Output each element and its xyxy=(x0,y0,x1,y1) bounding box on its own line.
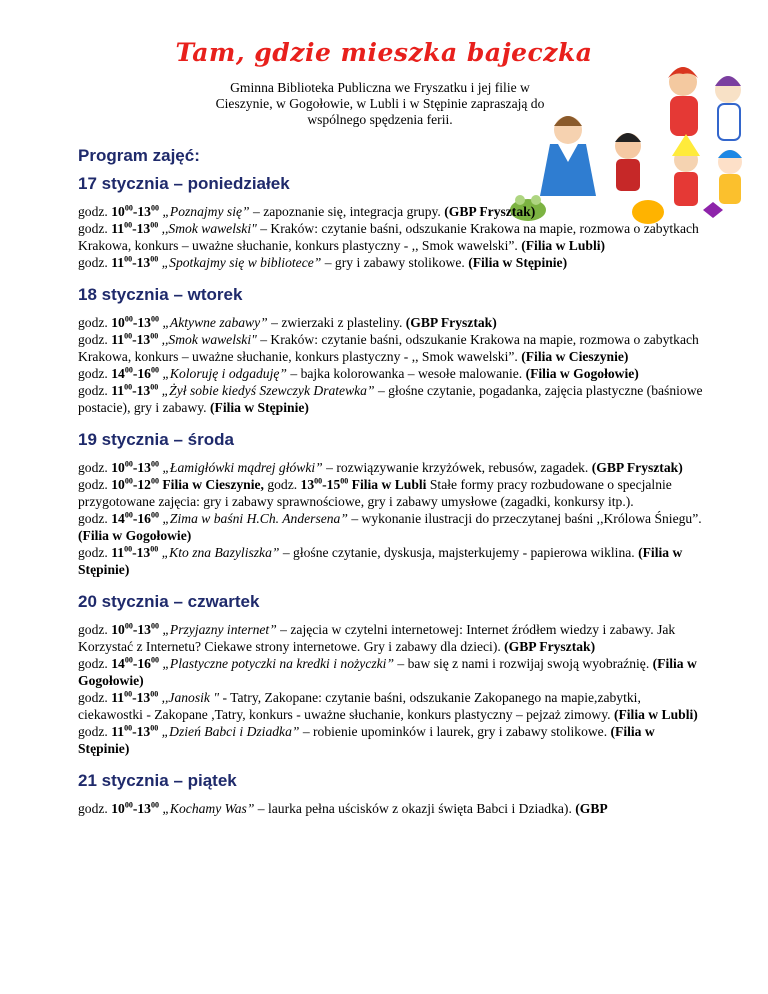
hour-end: 13 xyxy=(136,221,151,236)
minute-end: 00 xyxy=(150,723,159,733)
entry-prefix: godz. xyxy=(78,801,112,816)
activity-name: „Kto zna Bazyliszka” xyxy=(161,545,280,560)
activity-description: – głośne czytanie, dyskusja, majsterkujemy - papierowa wiklina. xyxy=(279,545,639,560)
time-dash: - xyxy=(132,690,137,705)
day-heading: 17 stycznia – poniedziałek xyxy=(78,174,290,193)
hour-end: 13 xyxy=(136,255,151,270)
minute-start: 00 xyxy=(314,476,323,486)
activity-description: – wykonanie ilustracji do przeczytanej baśni ,,Królowa Śniegu”. xyxy=(347,511,702,526)
minute-end: 00 xyxy=(150,510,159,520)
hour-end: 13 xyxy=(136,383,151,398)
hour-end: 16 xyxy=(137,366,151,381)
activity-name: „Łamigłówki mądrej główki” xyxy=(162,460,323,475)
time-dash: - xyxy=(132,332,137,347)
day-section xyxy=(78,591,703,757)
activity-description: – zajęcia w czytelni internetowej: Internet źródłem wiedzy i zabawy. Jak Korzystać z Internetu? Ciekawe strony internetowe. Gry i zabawy dla dzieci). xyxy=(78,622,676,654)
minute-end: 00 xyxy=(150,655,159,665)
minute-end: 00 xyxy=(150,544,159,554)
hour-end: 13 xyxy=(136,332,151,347)
activity-name: „Koloruję i odgaduję” xyxy=(162,366,287,381)
entry-prefix: godz. xyxy=(78,477,112,492)
activity-name: ,,Janosik " xyxy=(161,690,220,705)
page-title: Tam, gdzie mieszka bajeczka xyxy=(175,38,593,67)
activity-name: „Spotkajmy się w bibliotece” xyxy=(161,255,322,270)
schedule-entry xyxy=(78,220,703,254)
minute-end: 00 xyxy=(150,331,159,341)
minute-start: 00 xyxy=(124,314,133,324)
minute-start: 00 xyxy=(124,254,133,264)
location: (GBP xyxy=(575,801,608,816)
location: (Filia w Stępinie) xyxy=(78,724,655,756)
program-content xyxy=(78,145,703,830)
hour-start: 10 xyxy=(111,622,125,637)
hour-start: 10 xyxy=(111,460,125,475)
hour-start: 11 xyxy=(111,221,125,236)
entry-prefix: godz. xyxy=(78,332,112,347)
schedule-entry xyxy=(78,382,703,416)
activity-name: „Przyjazny internet” xyxy=(162,622,277,637)
activity-name: „Poznajmy się” xyxy=(162,204,250,219)
activity-description: - Tatry, Zakopane: czytanie baśni, odszukanie Zakopanego na mapie,zabytki, ciekawostki - Zakopane ,Tatry, konkurs - uważne słuchanie, konkurs plastyczny – pejzaż zimowy. xyxy=(78,690,641,722)
location: (GBP Frysztak) xyxy=(591,460,683,475)
entry-prefix: godz. xyxy=(78,622,112,637)
location: (GBP Frysztak) xyxy=(504,639,596,654)
minute-end: 00 xyxy=(340,476,349,486)
location: (Filia w Stępinie) xyxy=(209,400,309,415)
hour-start: 14 xyxy=(111,511,125,526)
location: (GBP Frysztak) xyxy=(405,315,497,330)
entry-prefix: godz. xyxy=(78,383,112,398)
minute-end: 00 xyxy=(150,254,159,264)
hour-end: 13 xyxy=(137,315,151,330)
hour-start: 11 xyxy=(111,690,125,705)
hour-start: 14 xyxy=(111,656,125,671)
character-dress-icon xyxy=(670,96,698,136)
hour-start: 10 xyxy=(111,204,125,219)
time-dash: - xyxy=(132,801,138,816)
location: (Filia w Cieszynie) xyxy=(521,349,629,364)
activity-description: – gry i zabawy stolikowe. xyxy=(321,255,469,270)
activity-description: – bajka kolorowanka – wesołe malowanie. xyxy=(286,366,526,381)
day-section xyxy=(78,284,703,416)
minute-end: 00 xyxy=(150,203,159,213)
hour-end: 13 xyxy=(136,724,151,739)
minute-end: 00 xyxy=(150,621,159,631)
schedule-entry xyxy=(78,203,703,220)
minute-start: 00 xyxy=(124,544,133,554)
hour-end: 12 xyxy=(137,477,151,492)
entry-prefix: godz. xyxy=(78,204,112,219)
activity-description: – laurka pełna uścisków z okazji święta Babci i Dziadka). xyxy=(254,801,576,816)
entry-prefix: godz. xyxy=(78,366,112,381)
minute-start: 00 xyxy=(124,655,133,665)
activity-name: ,,Smok wawelski" xyxy=(161,332,257,347)
minute-start: 00 xyxy=(124,800,133,810)
time-dash: - xyxy=(132,221,137,236)
schedule-entry xyxy=(78,476,703,510)
activity-description: – baw się z nami i rozwijaj swoją wyobraźnię. xyxy=(394,656,653,671)
schedule-entry xyxy=(78,689,703,723)
location: (Filia w Gogołowie) xyxy=(78,656,697,688)
entry-prefix: godz. xyxy=(78,221,112,236)
hour-end: 13 xyxy=(137,204,151,219)
hour-end: 16 xyxy=(137,656,151,671)
activity-description: Stałe formy pracy rozbudowane o specjalnie przygotowane zajęcia: gry i zabawy sprawnościowe, gry i zabawy umysłowe (zagadki, konkursy itp.). xyxy=(78,477,672,509)
hour-start: 10 xyxy=(111,801,125,816)
location: (Filia w Lubli) xyxy=(613,707,698,722)
entry-prefix: godz. xyxy=(78,315,112,330)
entry-prefix: godz. xyxy=(78,724,112,739)
time-dash: - xyxy=(132,656,138,671)
schedule-entry xyxy=(78,314,703,331)
time-dash: - xyxy=(132,204,138,219)
minute-end: 00 xyxy=(150,314,159,324)
minute-end: 00 xyxy=(150,476,159,486)
minute-start: 00 xyxy=(124,476,133,486)
time-dash: - xyxy=(132,383,137,398)
hour-end: 16 xyxy=(137,511,151,526)
time-dash: - xyxy=(132,477,138,492)
minute-end: 00 xyxy=(150,800,159,810)
activity-description: – Kraków: czytanie baśni, odszukanie Krakowa na mapie, rozmowa o zabytkach Krakowa, konkurs – uważne słuchanie, konkurs plastyczny - ,, Smok wawelski”. xyxy=(78,332,699,364)
hour-end: 13 xyxy=(137,460,151,475)
entry-prefix: godz. xyxy=(78,545,112,560)
activity-name: „Kochamy Was” xyxy=(162,801,255,816)
hour-end: 13 xyxy=(137,801,151,816)
minute-start: 00 xyxy=(124,723,133,733)
hour-end: 15 xyxy=(326,477,341,492)
day-heading: 19 stycznia – środa xyxy=(78,430,234,449)
schedule-entry xyxy=(78,365,703,382)
entry-prefix: godz. xyxy=(78,511,112,526)
activity-description: – zwierzaki z plasteliny. xyxy=(267,315,406,330)
activity-description: – robienie upominków i laurek, gry i zabawy stolikowe. xyxy=(299,724,611,739)
minute-start: 00 xyxy=(124,510,133,520)
location: Filia w Cieszynie, xyxy=(162,477,264,492)
schedule-entry xyxy=(78,331,703,365)
day-heading: 20 stycznia – czwartek xyxy=(78,592,260,611)
program-heading: Program zajęć: xyxy=(78,146,200,165)
activity-name: „Plastyczne potyczki na kredki i nożyczki” xyxy=(162,656,395,671)
time-dash: - xyxy=(132,366,138,381)
location: (Filia w Stępinie) xyxy=(78,545,683,577)
hour-start: 10 xyxy=(111,315,125,330)
time-dash: - xyxy=(132,460,138,475)
minute-start: 00 xyxy=(124,689,133,699)
hour-start: 10 xyxy=(111,477,125,492)
time-dash: - xyxy=(132,315,138,330)
time-dash: - xyxy=(132,724,137,739)
minute-start: 00 xyxy=(124,365,133,375)
activity-name: „Dzień Babci i Dziadka” xyxy=(161,724,300,739)
minute-end: 00 xyxy=(150,459,159,469)
activity-name: „Żył sobie kiedyś Szewczyk Dratewka” xyxy=(161,383,375,398)
intro-text: Gminna Biblioteka Publiczna we Fryszatku i jej filie w Cieszynie, w Gogołowie, w Lubli i w Stępinie zapraszają do wspólnego spędzenia ferii. xyxy=(215,80,545,127)
entry-prefix: godz. xyxy=(78,460,112,475)
day-section xyxy=(78,173,703,271)
hour-end: 13 xyxy=(137,622,151,637)
hour-start: 11 xyxy=(111,255,125,270)
time-dash: - xyxy=(132,545,137,560)
schedule-entry xyxy=(78,800,703,817)
day-heading: 21 stycznia – piątek xyxy=(78,771,237,790)
hour-end: 13 xyxy=(136,545,151,560)
minute-start: 00 xyxy=(124,621,133,631)
activity-name: „Aktywne zabawy” xyxy=(162,315,268,330)
schedule-entry xyxy=(78,544,703,578)
activity-description: – głośne czytanie, pogadanka, zajęcia plastyczne (baśniowe postacie), gry i zabawy. xyxy=(78,383,703,415)
activity-description: – zapoznanie się, integracja grupy. xyxy=(249,204,445,219)
location: Filia w Lubli xyxy=(351,477,427,492)
minute-start: 00 xyxy=(124,331,133,341)
minute-start: 00 xyxy=(124,382,133,392)
minute-start: 00 xyxy=(124,220,133,230)
hour-end: 13 xyxy=(136,690,151,705)
minute-end: 00 xyxy=(150,382,159,392)
hour-start: 14 xyxy=(111,366,125,381)
location: (Filia w Gogołowie) xyxy=(525,366,639,381)
minute-start: 00 xyxy=(124,203,133,213)
minute-start: 00 xyxy=(124,459,133,469)
schedule-entry xyxy=(78,723,703,757)
location: (Filia w Lubli) xyxy=(521,238,606,253)
hour-start: 11 xyxy=(111,332,125,347)
hour-start: 11 xyxy=(111,383,125,398)
entry-prefix: godz. xyxy=(78,255,112,270)
activity-name: ,,Smok wawelski" xyxy=(161,221,257,236)
activity-description: – Kraków: czytanie baśni, odszukanie Krakowa na mapie, rozmowa o zabytkach Krakowa, konkurs – uważne słuchanie, konkurs plastyczny - ,, Smok wawelski”. xyxy=(78,221,699,253)
schedule-entry xyxy=(78,459,703,476)
hour-start: 13 xyxy=(300,477,315,492)
schedule-entry xyxy=(78,254,703,271)
schedule-entry xyxy=(78,510,703,544)
entry-prefix: godz. xyxy=(78,656,112,671)
time-dash: - xyxy=(132,511,138,526)
entry-prefix: godz. xyxy=(263,477,301,492)
day-section xyxy=(78,770,703,817)
location: (Filia w Stępinie) xyxy=(468,255,568,270)
entry-prefix: godz. xyxy=(78,690,112,705)
location: (Filia w Gogołowie) xyxy=(78,528,192,543)
hour-start: 11 xyxy=(111,545,125,560)
minute-end: 00 xyxy=(150,689,159,699)
hour-start: 11 xyxy=(111,724,125,739)
activity-name: „Zima w baśni H.Ch. Andersena” xyxy=(162,511,348,526)
days-list xyxy=(78,173,703,817)
schedule-entry xyxy=(78,621,703,655)
schedule-entry xyxy=(78,655,703,689)
time-dash: - xyxy=(322,477,327,492)
time-dash: - xyxy=(132,255,137,270)
minute-end: 00 xyxy=(150,365,159,375)
day-heading: 18 stycznia – wtorek xyxy=(78,285,243,304)
time-dash: - xyxy=(132,622,138,637)
minute-end: 00 xyxy=(150,220,159,230)
location: (GBP Frysztak) xyxy=(444,204,536,219)
activity-description: – rozwiązywanie krzyżówek, rebusów, zagadek. xyxy=(322,460,592,475)
day-section xyxy=(78,429,703,578)
